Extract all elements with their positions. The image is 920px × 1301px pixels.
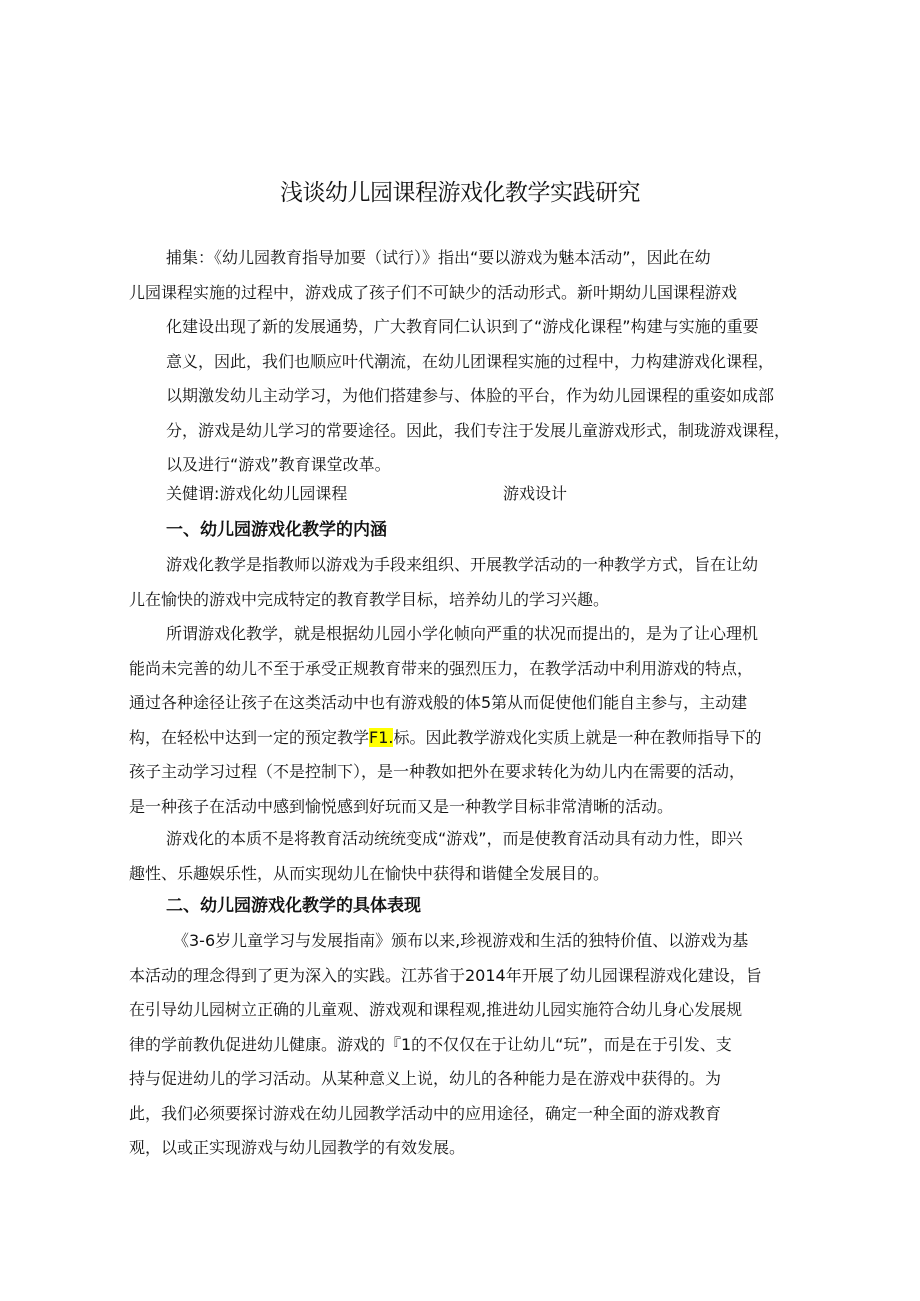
text-line: 意义，因此，我们也顺应叶代潮流，在幼儿团课程实施的过程中，力构建游戏化课程， bbox=[166, 351, 775, 371]
text-line: 捕集：《幼儿园教育指导加要（试行）》指出“要以游戏为魅本活动”，因此在幼 bbox=[166, 248, 711, 267]
text-fragment: 构，在轻松中达到一定的预定教学 bbox=[129, 727, 370, 747]
section2-paragraph-1 bbox=[129, 924, 793, 1166]
text-line: 游戏化教学是指教师以游戏为手段来组织、开展教学活动的一种教学方式，旨在让幼 bbox=[166, 555, 759, 574]
keyword-item: 游戏设计 bbox=[503, 484, 568, 503]
text-line: 本活动的理念得到了更为深入的实践。江苏省于2014年开展了幼儿园课程游戏化建设，旨 bbox=[129, 965, 762, 985]
text-line: 化建设出现了新的发展通势，广大教育同仁认识到了“游戍化课程”构建与实施的重要 bbox=[166, 317, 759, 336]
text-line bbox=[129, 721, 793, 756]
text-line: 以及进行“游戏”教育课堂改革。 bbox=[166, 455, 391, 474]
text-line: 律的学前教仇促进幼儿健康。游戏的『1的不仅仅在于让幼儿“玩”，而是在于引发、支 bbox=[129, 1034, 732, 1054]
document-title: 浅谈幼儿园课程游戏化教学实践研究 bbox=[280, 180, 640, 206]
section-heading-2: 二、幼儿园游戏化教学的具体表现 bbox=[166, 896, 421, 916]
text-line: 趣性、乐趣娱乐性，从而实现幼儿在愉快中获得和谐健全发展目的。 bbox=[129, 863, 610, 883]
keywords-label: 关健谓:游戏化幼儿园课程 bbox=[166, 484, 348, 503]
text-line: 分，游戏是幼儿学习的常要途径。因此，我们专注于发展儿童游戏形式，制珑游戏课程， bbox=[166, 420, 791, 440]
text-line: 在引导幼儿园树立正确的儿童观、游戏观和课程观,推进幼儿园实施符合幼儿身心发展规 bbox=[129, 1000, 743, 1019]
abstract-paragraph bbox=[129, 241, 793, 483]
text-line: 儿园课程实施的过程中，游戏成了孩子们不可缺少的活动形式。新叶期幼儿国课程游戏 bbox=[129, 282, 738, 302]
text-line: 能尚未完善的幼儿不至于承受正规教育带来的强烈压力，在教学活动中利用游戏的特点， bbox=[129, 658, 754, 678]
text-line: 观，以或正实现游戏与幼儿园教学的有效发展。 bbox=[129, 1138, 466, 1157]
text-line: 此，我们必须要探讨游戏在幼儿园教学活动中的应用途径，确定一种全面的游戏教育 bbox=[129, 1103, 722, 1123]
text-line: 儿在愉快的游戏中完成特定的教育教学目标，培养幼儿的学习兴趣。 bbox=[129, 589, 610, 609]
text-line: 所谓游戏化教学，就是根据幼儿园小学化帧向严重的状况而提出的，是为了让心理机 bbox=[166, 624, 759, 643]
highlighted-text: F1. bbox=[369, 727, 394, 747]
keywords-line bbox=[166, 482, 568, 506]
section1-paragraph-2 bbox=[129, 617, 793, 824]
text-line: 以期激发幼儿主动学习，为他们搭建参与、体脸的平台，作为幼儿园课程的重姿如成部 bbox=[166, 386, 775, 405]
text-line: 通过各种途径让孩子在这类活动中也有游戏般的体5第从而促使他们能自主参与，主动建 bbox=[129, 693, 748, 712]
section1-paragraph-1 bbox=[129, 548, 793, 617]
section-heading-1: 一、幼儿园游戏化教学的内涵 bbox=[166, 520, 387, 540]
section1-paragraph-3 bbox=[129, 822, 793, 891]
text-line: 是一种孩子在活动中感到愉悦感到好玩而又是一种教学目标非常清晰的活动。 bbox=[129, 796, 674, 816]
text-line: 游戏化的本质不是将教育活动统统变成“游戏”，而是使教育活动具有动力性，即兴 bbox=[166, 829, 743, 848]
text-line: 孩子主动学习过程（不是控制下），是一种教如把外在要求转化为幼儿内在需要的活动， bbox=[129, 762, 746, 781]
text-line: 《3-6岁儿童学习与发展指南》颁布以来,珍视游戏和生活的独特价值、以游戏为基 bbox=[173, 931, 749, 950]
text-fragment: 标。因此教学游戏化实质上就是一种在教师指导下的 bbox=[393, 727, 762, 747]
text-line: 持与促进幼儿的学习活动。从某种意义上说，幼儿的各种能力是在游戏中获得的。为 bbox=[129, 1069, 722, 1088]
